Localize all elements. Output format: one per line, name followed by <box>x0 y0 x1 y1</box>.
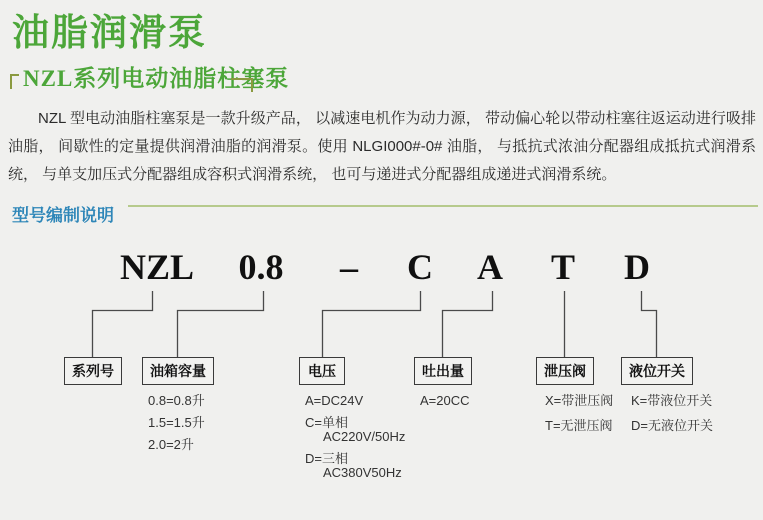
section-heading: 型号编制说明 <box>12 206 114 225</box>
option-item: 0.8=0.8升 <box>148 393 205 408</box>
option-item: T=无泄压阀 <box>545 418 613 433</box>
option-list-capacity <box>148 394 205 460</box>
connector-level <box>642 291 657 357</box>
option-list-relief <box>545 394 613 441</box>
option-item: 2.0=2升 <box>148 437 194 452</box>
field-box-level <box>621 357 693 385</box>
connector-voltage <box>323 291 421 357</box>
field-box-capacity <box>142 357 214 385</box>
option-item: C=单相 <box>305 415 348 430</box>
model-code-relief: T <box>550 247 576 287</box>
model-code-voltage: C <box>407 247 433 287</box>
intro-paragraph: NZL 型电动油脂柱塞泵是一款升级产品， 以减速电机作为动力源， 带动偏心轮以带动柱塞往返运动进行吸排油脂， 间歇性的定量提供润滑油脂的润滑泵。使用 NLGI000#-0# 油脂， 与抵抗式浓油分配器组成抵抗式润滑系统， 与单支加压式分配器组成容积式润滑系统， 也可与递进式分配器组成递进式润滑系统。 <box>8 110 756 183</box>
option-item: A=DC24V <box>305 393 364 408</box>
field-label-capacity: 油箱容量 <box>150 363 206 379</box>
field-box-relief <box>536 357 594 385</box>
option-item: A=20CC <box>420 393 470 408</box>
page-subtitle: NZL系列电动油脂柱塞泵 <box>23 66 290 91</box>
option-list-output <box>420 394 470 416</box>
page-title: 油脂润滑泵 <box>12 13 207 54</box>
model-code-capacity: 0.8 <box>238 247 284 287</box>
field-label-output: 吐出量 <box>422 363 464 379</box>
option-list-voltage <box>305 394 405 488</box>
option-list-level <box>631 394 713 441</box>
section-divider <box>128 205 758 207</box>
subtitle-bracket-left <box>10 74 19 89</box>
connector-output <box>443 291 493 357</box>
option-item: AC220V/50Hz <box>323 429 406 444</box>
model-code-dash: – <box>340 247 358 287</box>
field-box-output <box>414 357 472 385</box>
option-item: D=三相 <box>305 451 348 466</box>
option-item: 1.5=1.5升 <box>148 415 205 430</box>
model-code-level: D <box>624 247 650 287</box>
field-box-voltage <box>299 357 345 385</box>
subtitle-bracket-right <box>231 78 253 92</box>
field-label-voltage: 电压 <box>308 363 336 379</box>
model-code-output: A <box>477 247 503 287</box>
field-label-level: 液位开关 <box>629 363 685 379</box>
model-code-series: NZL <box>119 247 195 287</box>
option-item: K=带液位开关 <box>631 393 713 408</box>
connector-capacity <box>178 291 264 357</box>
option-item: X=带泄压阀 <box>545 393 614 408</box>
field-label-relief: 泄压阀 <box>544 363 586 379</box>
option-item: AC380V50Hz <box>323 465 402 480</box>
connector-series <box>93 291 153 357</box>
field-label-series: 系列号 <box>72 363 114 379</box>
field-box-series <box>64 357 122 385</box>
option-item: D=无液位开关 <box>631 418 713 433</box>
